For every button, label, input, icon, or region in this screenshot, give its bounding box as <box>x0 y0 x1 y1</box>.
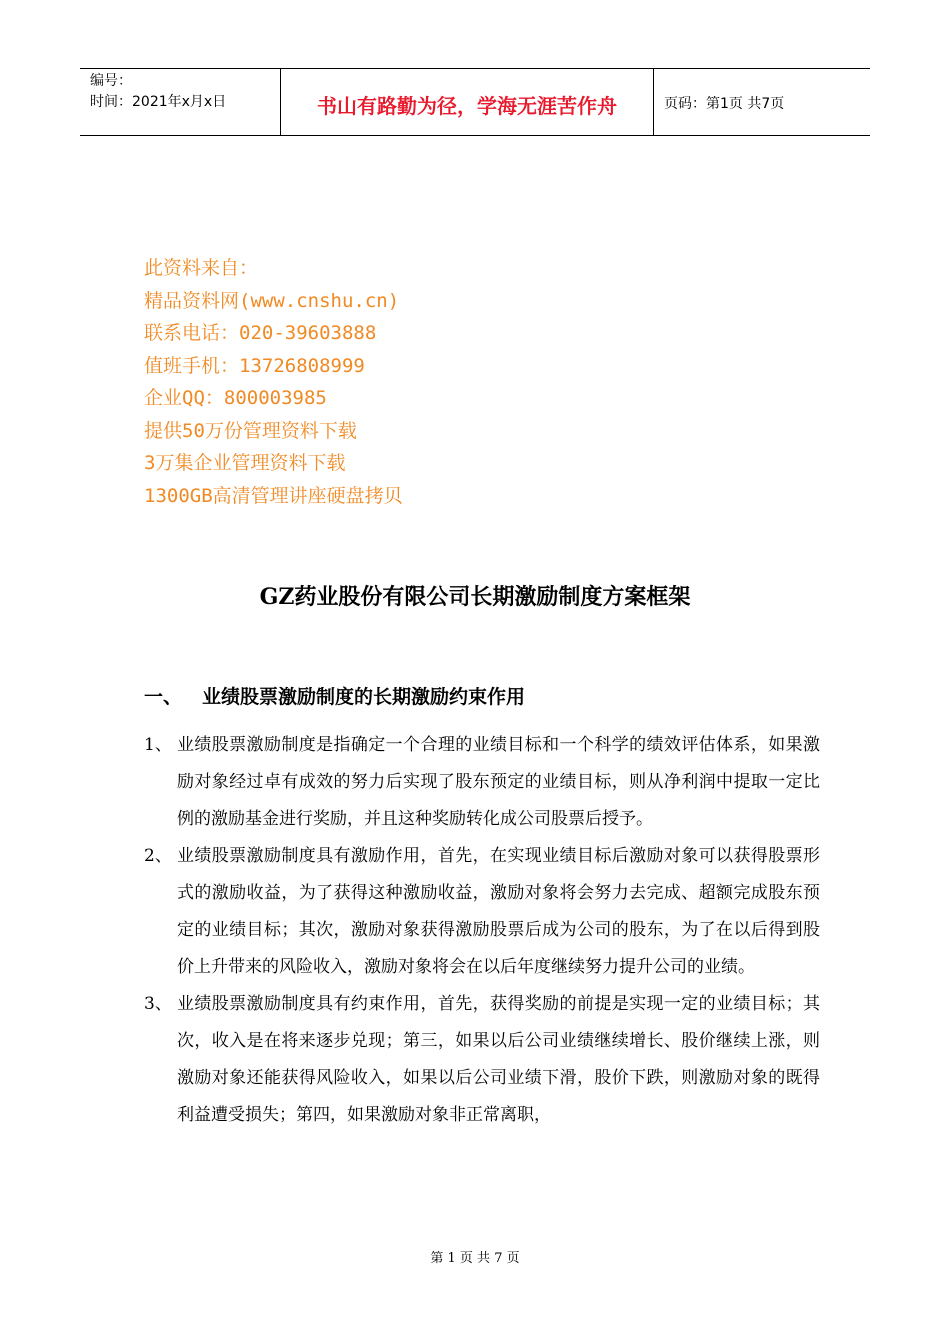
section-number: 一、 <box>144 686 183 708</box>
header-meta-cell <box>80 69 281 135</box>
body-text <box>144 727 820 1134</box>
section-heading <box>144 682 525 709</box>
ad-line: 联系电话：020-39603888 <box>144 322 377 344</box>
header-page-cell <box>654 69 870 135</box>
ad-line: 精品资料网(www.cnshu.cn) <box>144 289 400 312</box>
ad-line: 企业QQ：800003985 <box>144 387 327 409</box>
list-item <box>144 986 820 1134</box>
ad-line: 此资料来自： <box>144 257 259 279</box>
page-footer: 第 1 页 共 7 页 <box>430 1251 520 1266</box>
number-label: 编号： <box>90 73 132 89</box>
list-item <box>144 727 820 838</box>
list-item <box>144 838 820 986</box>
ad-line: 值班手机：13726808999 <box>144 354 365 377</box>
document-title: GZ药业股份有限公司长期激励制度方案框架 <box>259 584 691 610</box>
list-item-text: 业绩股票激励制度是指确定一个合理的业绩目标和一个科学的绩效评估体系，如果激励对象经过卓有成效的努力后实现了股东预定的业绩目标，则从净利润中提取一定比例的激励基金进行奖励，并且这种奖励转化成公司股票后授予。 <box>177 735 820 829</box>
motto-text: 书山有路勤为径，学海无涯苦作舟 <box>317 93 617 118</box>
ad-line: 3万集企业管理资料下载 <box>144 452 346 474</box>
source-ad-block <box>144 252 403 512</box>
list-item-number: 3、 <box>144 994 172 1014</box>
list-item-number: 2、 <box>144 846 172 866</box>
ad-line: 提供50万份管理资料下载 <box>144 419 357 442</box>
header-table <box>80 68 870 136</box>
section-title: 业绩股票激励制度的长期激励约束作用 <box>202 686 526 708</box>
ad-line: 1300GB高清管理讲座硬盘拷贝 <box>144 484 403 507</box>
page-info: 页码：第1页 共7页 <box>664 96 785 112</box>
list-item-text: 业绩股票激励制度具有激励作用，首先，在实现业绩目标后激励对象可以获得股票形式的激励收益，为了获得这种激励收益，激励对象将会努力去完成、超额完成股东预定的业绩目标；其次，激励对象获得激励股票后成为公司的股东，为了在以后得到股价上升带来的风险收入，激励对象将会在以后年度继续努力提升公司的业绩。 <box>177 846 820 977</box>
date-label: 时间：2021年x月x日 <box>90 94 227 110</box>
list-item-number: 1、 <box>144 735 172 755</box>
list-item-text: 业绩股票激励制度具有约束作用，首先，获得奖励的前提是实现一定的业绩目标；其次，收入是在将来逐步兑现；第三，如果以后公司业绩继续增长、股价继续上涨，则激励对象还能获得风险收入，如果以后公司业绩下滑，股价下跌，则激励对象的既得利益遭受损失；第四，如果激励对象非正常离职， <box>177 994 820 1125</box>
header-motto-cell <box>281 69 654 135</box>
